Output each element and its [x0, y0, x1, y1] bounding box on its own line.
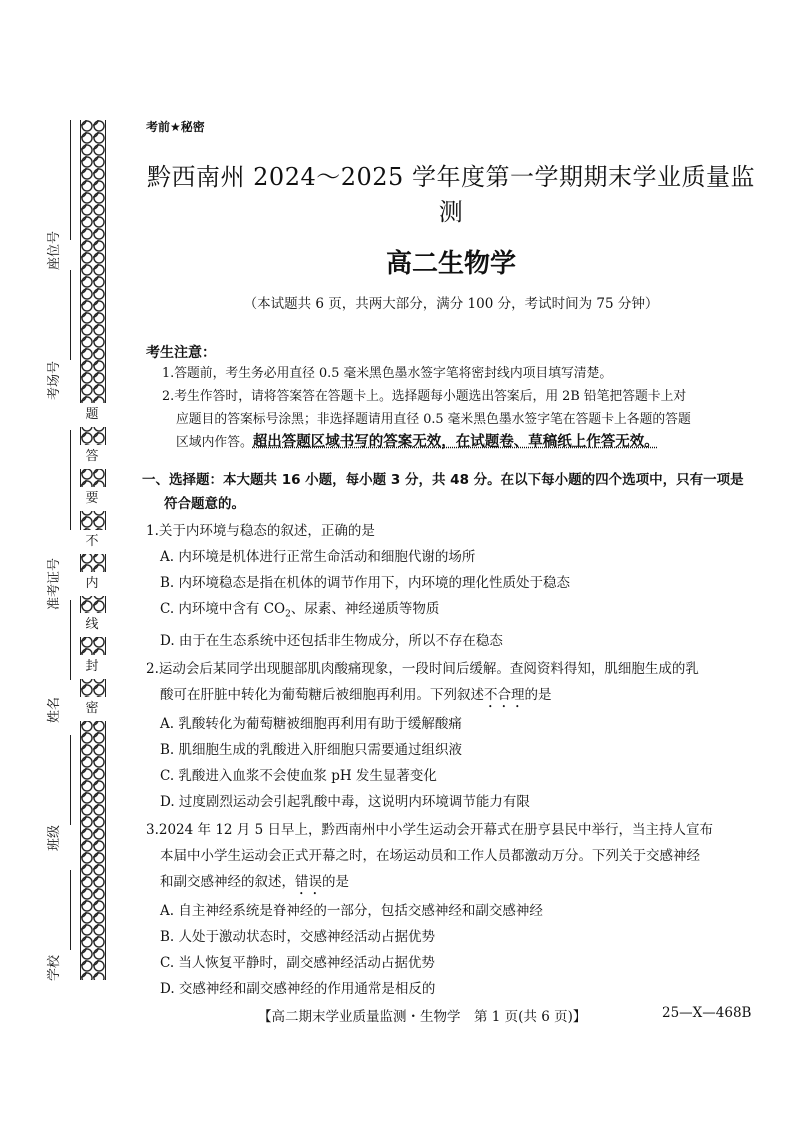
option-d: D. 过度剧烈运动会引起乳酸中毒，这说明内环境调节能力有限 — [160, 793, 530, 810]
seat-number-line — [70, 120, 71, 240]
question-2 — [146, 656, 756, 815]
seal-char: 不 — [76, 530, 108, 554]
notice-item-2-line-3 — [162, 431, 756, 454]
class-line — [70, 735, 71, 825]
question-1 — [146, 518, 756, 654]
subscript: 2 — [285, 609, 291, 620]
stem-text: 酸可在肝脏中转化为葡萄糖后被细胞再利用。下列叙述 — [160, 686, 484, 703]
notice-item-2-text: 区域内作答。 — [176, 435, 253, 450]
footer-text: 【高二期末学业质量监测・生物学 第 1 页(共 6 页)】 — [258, 1009, 587, 1025]
seal-char: 线 — [76, 613, 108, 637]
stem-text-tail: 的是 — [524, 686, 552, 703]
exam-room-line — [70, 270, 71, 360]
exam-info: （本试题共 6 页，共两大部分，满分 100 分，考试时间为 75 分钟） — [243, 296, 659, 312]
notice-item-2-line-1: 2.考生作答时，请将答案答在答题卡上。选择题每小题选出答案后，用 2B 铅笔把答题卡上对 — [162, 389, 687, 404]
section-heading-line-2: 符合题意的。 — [164, 496, 245, 512]
notice-item-1: 1.答题前，考生务必用直径 0.5 毫米黑色墨水签字笔将密封线内项目填写清楚。 — [162, 366, 613, 381]
class-label: 班级 — [47, 825, 62, 852]
option-b: B. 内环境稳态是指在机体的调节作用下，内环境的理化性质处于稳态 — [160, 575, 571, 591]
question-stem-line-2: 本届中小学生运动会正式开幕之时，在场运动员和工作人员都激动万分。下列关于交感神经 — [160, 847, 700, 864]
option-d: D. 由于在生态系统中还包括非生物成分，所以不存在稳态 — [160, 632, 503, 649]
question-3 — [146, 817, 756, 1002]
ticket-number-line — [70, 430, 71, 530]
notice-title: 考生注意： — [146, 345, 216, 361]
seat-number-label: 座位号 — [47, 230, 62, 270]
notice-item-2-line-2: 应题目的答案标号涂黑；非选择题请用直径 0.5 毫米黑色墨水签字笔在答题卡上各题的答题 — [176, 412, 691, 427]
exam-room-label: 考场号 — [47, 360, 62, 400]
seal-char: 答 — [76, 445, 108, 469]
seal-char: 封 — [76, 655, 108, 679]
option-b: B. 人处于激动状态时，交感神经活动占据优势 — [160, 928, 436, 945]
question-stem: 1.关于内环境与稳态的叙述，正确的是 — [146, 523, 375, 539]
exam-title: 黔西南州 2024～2025 学年度第一学期期末学业质量监测 — [147, 163, 755, 226]
option-a: A. 内环境是机体进行正常生命活动和细胞代谢的场所 — [160, 549, 476, 565]
secret-mark: 考前★秘密 — [146, 120, 205, 134]
seal-char: 要 — [76, 487, 108, 511]
notice-body — [162, 362, 756, 454]
option-c-text-tail: 、尿素、神经递质等物质 — [290, 601, 440, 617]
option-b: B. 肌细胞生成的乳酸进入肝细胞只需要通过组织液 — [160, 741, 463, 758]
option-a: A. 自主神经系统是脊神经的一部分，包括交感神经和副交感神经 — [160, 902, 543, 919]
seal-char: 内 — [76, 572, 108, 596]
school-label: 学校 — [47, 955, 62, 982]
exam-page — [142, 118, 756, 1002]
school-line — [70, 870, 71, 950]
question-stem-line-1: 2.运动会后某同学出现腿部肌肉酸痛现象，一段时间后缓解。查阅资料得知，肌细胞生成的乳 — [146, 660, 699, 677]
notice-warning: 超出答题区域书写的答案无效，在试题卷、草稿纸上作答无效。 — [252, 434, 659, 450]
section-heading — [142, 468, 756, 516]
question-stem-line-1: 3.2024 年 12 月 5 日早上，黔西南州中小学生运动会开幕式在册亨县民中举行，当主持人宣布 — [146, 821, 713, 838]
paper-code: 25—X—468B — [662, 1005, 752, 1021]
question-stem-line-3 — [146, 869, 756, 898]
section-heading-line-1: 一、选择题：本大题共 16 小题，每小题 3 分，共 48 分。在以下每小题的四个选项中，只有一项是 — [142, 472, 744, 488]
page-footer — [258, 1005, 758, 1025]
option-c: C. 乳酸进入血浆不会使血浆 pH 发生显著变化 — [160, 767, 437, 784]
option-c — [146, 596, 756, 628]
name-line — [70, 600, 71, 680]
subject-title: 高二生物学 — [385, 249, 516, 279]
emphasis-text: 错误 — [295, 873, 322, 890]
ticket-number-label: 准考证号 — [47, 557, 62, 610]
option-c-text: C. 内环境中含有 CO — [160, 601, 286, 617]
stem-text: 和副交感神经的叙述， — [160, 873, 295, 890]
stem-text-tail: 的是 — [322, 873, 349, 890]
option-c: C. 当人恢复平静时，副交感神经活动占据优势 — [160, 954, 435, 971]
seal-char: 密 — [76, 697, 108, 721]
name-label: 姓名 — [47, 697, 62, 724]
seal-char: 题 — [76, 403, 108, 427]
emphasis-text: 不合理 — [484, 686, 525, 703]
question-stem-line-2 — [146, 682, 756, 711]
option-d: D. 交感神经和副交感神经的作用通常是相反的 — [160, 980, 436, 997]
option-a: A. 乳酸转化为葡萄糖被细胞再利用有助于缓解酸痛 — [160, 715, 462, 732]
binding-strip — [0, 0, 140, 1123]
